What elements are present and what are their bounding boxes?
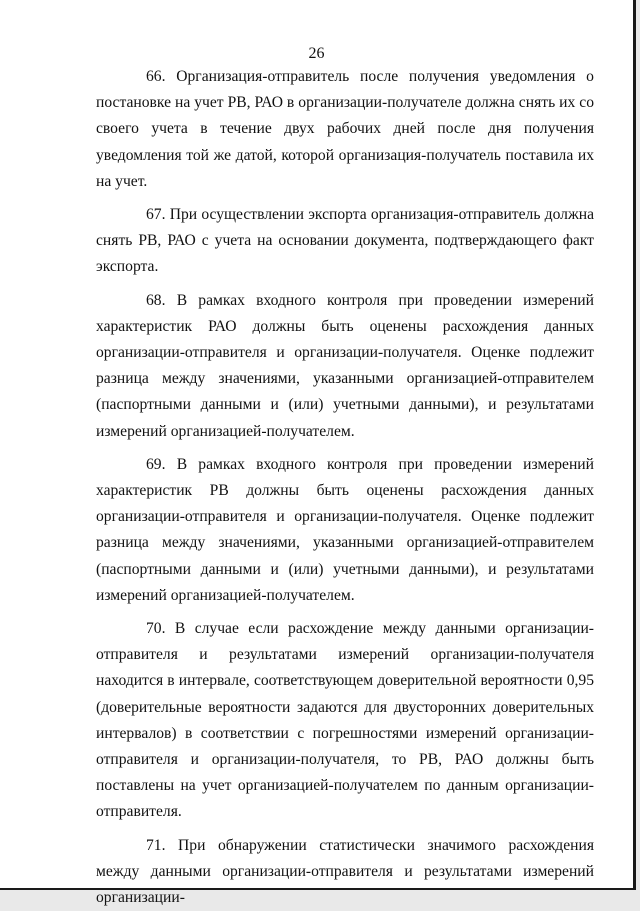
paragraph-text: В рамках входного контроля при проведении измерений характеристик РАО должны быть оценены расхождения данных организации-отправителя и организации-получателя. Оценке подлежит разница между значениями, указанными организацией-отправителем (паспортными данными и (или) учетными данными), и результатами измерений организацией-получателем. [96,291,594,440]
page-number: 26 [308,45,325,62]
paragraph-number: 71. [146,836,166,854]
paragraph-text: При осуществлении экспорта организация-отправитель должна снять РВ, РАО с учета на основании документа, подтверждающего факт экспорта. [96,206,594,276]
paragraph-number: 68. [146,291,166,309]
document-body [96,64,594,911]
paragraph-text: При обнаружении статистически значимого расхождения между данными организации-отправителя и результатами измерений организации- [96,836,594,907]
paragraph-number: 70. [146,620,166,638]
paragraph-text: В рамках входного контроля при проведении измерений характеристик РВ должны быть оценены расхождения данных организации-отправителя и организации-получателя. Оценке подлежит разница между значениями, указанными организацией-отправителем (паспортными данными и (или) учетными данными), и результатами измерений организацией-получателем. [96,455,594,604]
paragraph-text: Организация-отправитель после получения уведомления о постановке на учет РВ, РАО в организации-получателе должна снять их со своего учета в течение двух рабочих дней после дня получения уведомления той же датой, которой организация-получатель поставила их на учет. [96,68,594,190]
paragraph-71 [96,833,594,911]
paragraph-70 [96,616,594,826]
paragraph-number: 66. [146,68,166,85]
paragraph-67 [96,202,594,281]
paragraph-text: В случае если расхождение между данными организации-отправителя и результатами измерений организации-получателя находится в интервале, соответствующем доверительной вероятности 0,95 (доверительные вероятности задаются для двусторонних доверительных интервалов) в соответствии с погрешностями измерений организации-отправителя и организации-получателя, то РВ, РАО должны быть поставлены на учет организацией-получателем по данным организации-отправителя. [96,620,594,821]
paragraph-68 [96,288,594,445]
paragraph-69 [96,452,594,609]
paragraph-number: 69. [146,455,166,473]
paragraph-66 [96,64,594,195]
paragraph-number: 67. [146,206,166,224]
